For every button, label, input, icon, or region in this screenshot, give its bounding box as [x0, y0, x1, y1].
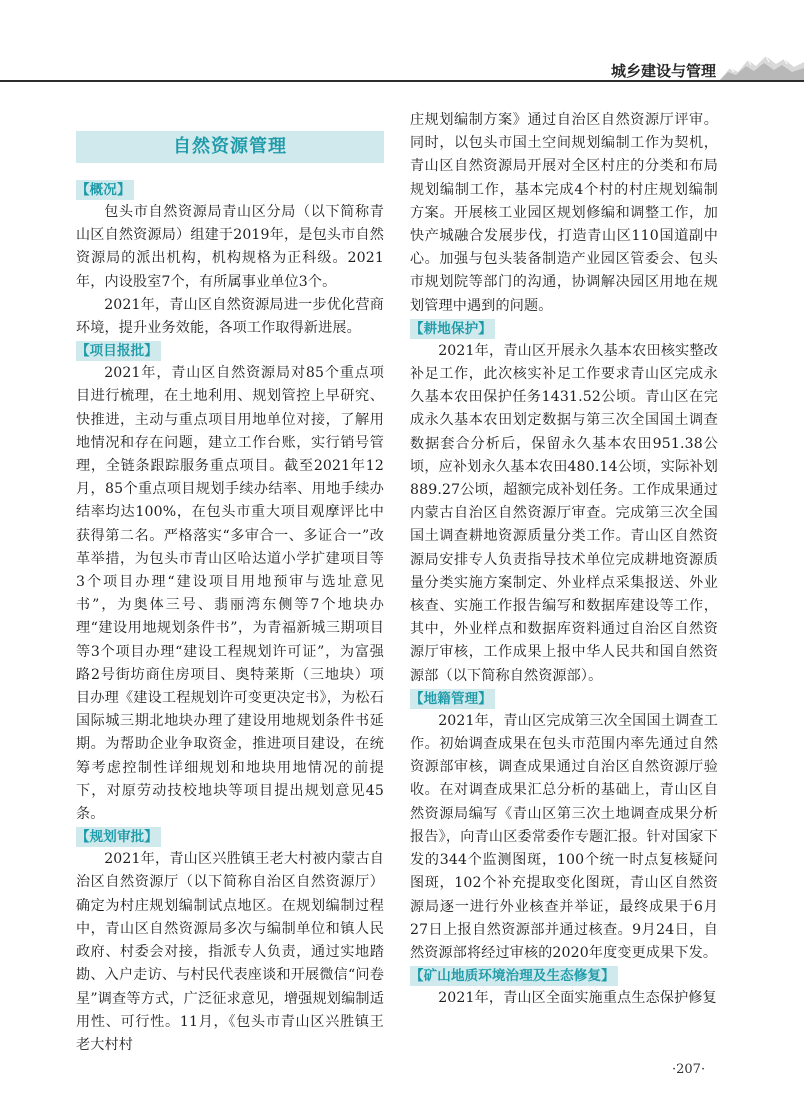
section-heading: 【概况】: [76, 180, 134, 200]
running-header: 城乡建设与管理: [610, 62, 716, 80]
section-heading: 【规划审批】: [76, 827, 161, 847]
article-title: 自然资源管理: [76, 131, 384, 163]
section-heading: 【地籍管理】: [410, 689, 495, 709]
paragraph-continuation: 庄规划编制方案》通过自治区自然资源厅评审。同时，以包头市国土空间规划编制工作为契机，青山区自然资源局开展对全区村庄的分类和布局规划编制工作，基本完成4个村的村庄规划编制方案。开展核工业园区规划修编和调整工作，加快产城融合发展步伐，打造青山区110国道副中心。加强与包头装备制造产业园区管委会、包头市规划院等部门的沟通，协调解决园区用地在规划管理中遇到的问题。: [410, 112, 718, 314]
section-heading-row: [410, 318, 718, 340]
paragraph: 2021年，青山区开展永久基本农田核实整改补足工作，此次核实补足工作要求青山区完成永久基本农田保护任务1431.52公顷。青山区在完成永久基本农田划定数据与第三次全国国土调查数据套合分析后，保留永久基本农田951.38公顷，应补划永久基本农田480.14公顷，实际补划889.27公顷，超额完成补划任务。工作成果通过内蒙古自治区自然资源厅审查。完成第三次全国国土调查耕地资源质量分类工作。青山区自然资源局安排专人负责指导技术单位完成耕地资源质量分类实施方案制定、外业样点采集报送、外业核查、实施工作报告编写和数据库建设等工作，其中，外业样点和数据库资料通过自治区自然资源厅审核，工作成果上报中华人民共和国自然资源部（以下简称自然资源部）。: [410, 342, 718, 684]
left-column: [76, 131, 384, 1057]
section-heading: 【耕地保护】: [410, 319, 495, 339]
paragraph: 2021年，青山区全面实施重点生态保护修复: [438, 990, 717, 1007]
section-heading-row: [410, 688, 718, 710]
right-column: [410, 109, 718, 1010]
paragraph: 包头市自然资源局青山区分局（以下简称青山区自然资源局）组建于2019年，是包头市自然资源局的派出机构，机构规格为正科级。2021年，内设股室7个，有所属事业单位3个。: [76, 204, 384, 290]
mountain-decoration-icon: [720, 50, 804, 80]
section-heading: 【矿山地质环境治理及生态修复】: [410, 966, 618, 986]
paragraph: 2021年，青山区自然资源局进一步优化营商环境，提升业务效能，各项工作取得新进展。: [76, 296, 384, 337]
paragraph: 2021年，青山区自然资源局对85个重点项目进行梳理，在土地利用、规划管控上早研究、快推进，主动与重点项目用地单位对接，了解用地情况和存在问题，建立工作台账，实行销号管理，全链条跟踪服务重点项目。截至2021年12月，85个重点项目规划手续办结率、用地手续办结率均达100%，在包头市重大项目观摩评比中获得第二名。严格落实“多审合一、多证合一”改革举措，为包头市青山区哈达道小学扩建项目等3个项目办理“建设项目用地预审与选址意见书”，为奥体三号、翡丽湾东侧等7个地块办理“建设用地规划条件书”，为青福新城三期项目等3个项目办理“建设工程规划许可证”，为富强路2号街坊商住房项目、奥特莱斯（三地块）项目办理《建设工程规划许可变更决定书》，为松石国际城三期北地块办理了建设用地规划条件书延期。为帮助企业争取资金，推进项目建设，在统筹考虑控制性详细规划和地块用地情况的前提下，对原劳动技校地块等项目提出规划意见45条。: [76, 365, 384, 823]
page-number: ·207·: [672, 1062, 706, 1077]
section-heading-row: [76, 340, 384, 362]
section-heading-row: [410, 965, 718, 987]
section-heading-row: [76, 826, 384, 848]
paragraph: 2021年，青山区兴胜镇王老大村被内蒙古自治区自然资源厅（以下简称自治区自然资源厅）确定为村庄规划编制试点地区。在规划编制过程中，青山区自然资源局多次与编制单位和镇人民政府、村委会对接，指派专人负责，通过实地踏勘、入户走访、与村民代表座谈和开展微信“问卷星”调查等方式，广泛征求意见，增强规划编制适用性、可行性。11月，《包头市青山区兴胜镇王老大村村: [76, 851, 384, 1053]
section-heading: 【项目报批】: [76, 341, 161, 361]
section-heading-row: [76, 179, 384, 201]
paragraph: 2021年，青山区完成第三次全国国土调查工作。初始调查成果在包头市范围内率先通过自然资源部审核，调查成果通过自治区自然资源厅验收。在对调查成果汇总分析的基础上，青山区自然资源局编写《青山区第三次土地调查成果分析报告》，向青山区委常委作专题汇报。针对国家下发的344个监测图斑，100个统一时点复核疑问图斑，102个补充提取变化图斑，青山区自然资源局逐一进行外业核查并举证，最终成果于6月27日上报自然资源部并通过核查。9月24日，自然资源部将经过审核的2020年度变更成果下发。: [410, 712, 718, 961]
